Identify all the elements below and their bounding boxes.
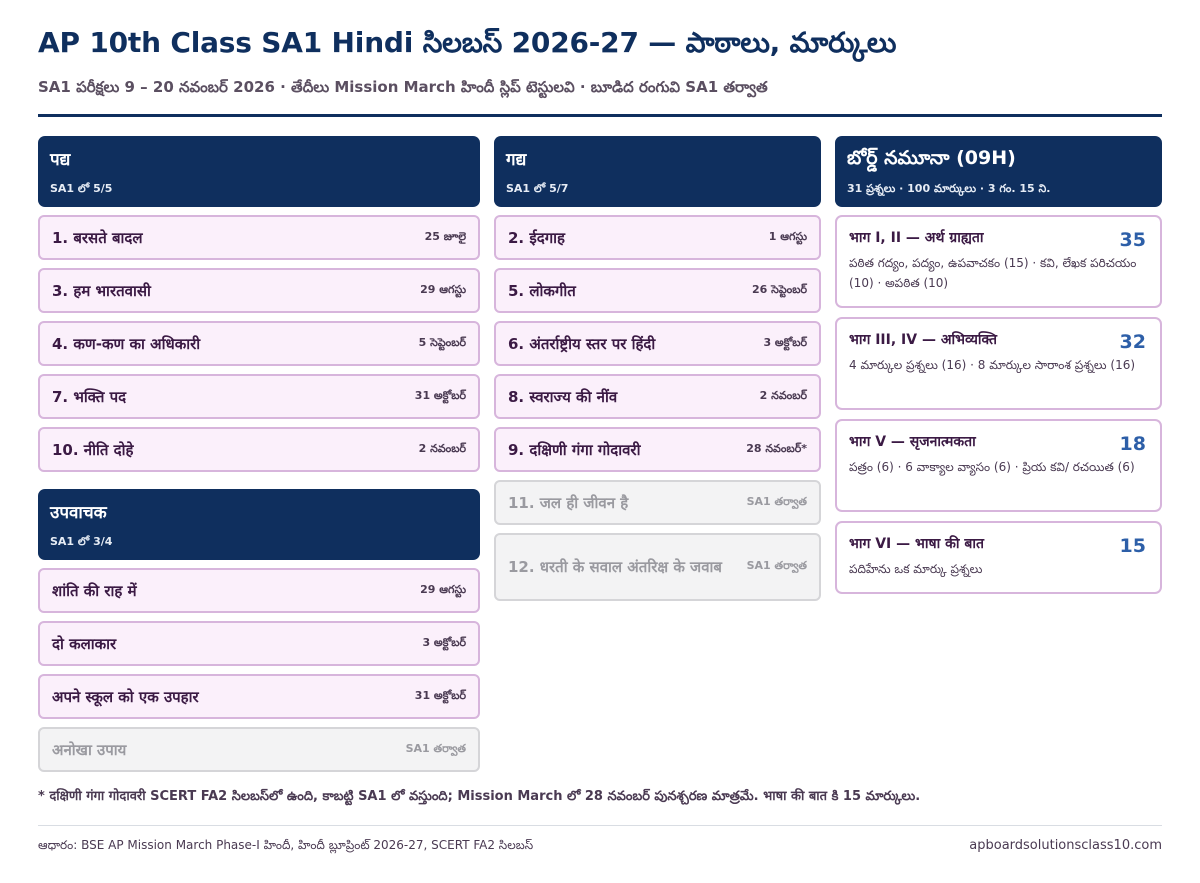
lesson-name: 6. अंतर्राष्ट्रीय स्तर पर हिंदी <box>508 334 656 353</box>
lesson-date: 28 నవంబర్* <box>746 441 807 455</box>
board-part-card <box>835 521 1162 594</box>
lesson-item-after-sa1 <box>494 480 821 525</box>
lesson-item <box>38 427 480 472</box>
lesson-date: SA1 తర్వాత <box>405 741 466 755</box>
lesson-item-after-sa1 <box>38 727 480 772</box>
page-subtitle: SA1 పరీక్షలు 9 – 20 నవంబర్ 2026 · తేదీలు Mission March హిందీ స్లిప్ టెస్టులవి · బూడిద రంగువి SA1 తర్వాత <box>38 78 768 96</box>
lesson-date: 29 ఆగస్టు <box>420 582 466 596</box>
section-title: गद्य <box>506 150 527 170</box>
lesson-item <box>38 621 480 666</box>
lesson-name: अपने स्कूल को एक उपहार <box>52 687 199 706</box>
lesson-name: 9. दक्षिणी गंगा गोदावरी <box>508 440 641 459</box>
section-header-padya <box>38 136 480 207</box>
lesson-date: 29 ఆగస్టు <box>420 282 466 296</box>
page-title: AP 10th Class SA1 Hindi సిలబస్ 2026-27 — పాఠాలు, మార్కులు <box>38 26 897 59</box>
part-marks: 18 <box>1119 433 1146 455</box>
lesson-name: 8. स्वराज्य की नींव <box>508 387 618 406</box>
lesson-name: 12. धरती के सवाल अंतरिक्ष के जवाब <box>508 557 722 576</box>
section-title: पद्य <box>50 150 71 170</box>
part-title: भाग I, II — अर्थ ग्राह्यता <box>849 230 984 246</box>
section-count: SA1 లో 3/4 <box>50 535 113 548</box>
header-divider <box>38 114 1162 117</box>
lesson-date: 3 అక్టోబర్ <box>422 635 466 649</box>
lesson-item <box>494 268 821 313</box>
board-part-card <box>835 419 1162 512</box>
lesson-name: 11. जल ही जीवन है <box>508 493 629 512</box>
lesson-name: 4. कण-कण का अधिकारी <box>52 334 201 353</box>
lesson-name: शांति की राह में <box>52 581 137 600</box>
section-count: SA1 లో 5/7 <box>506 182 569 195</box>
section-title: उपवाचक <box>50 503 107 523</box>
lesson-item <box>494 427 821 472</box>
section-header-gadya <box>494 136 821 207</box>
section-header-upavachak <box>38 489 480 560</box>
lesson-item <box>38 268 480 313</box>
lesson-name: अनोखा उपाय <box>52 740 127 759</box>
part-title: भाग VI — भाषा की बात <box>849 536 984 552</box>
lesson-name: 10. नीति दोहे <box>52 440 134 459</box>
lesson-item <box>38 568 480 613</box>
lesson-date: SA1 తర్వాత <box>746 559 807 572</box>
part-description: పదిహేను ఒక మార్కు ప్రశ్నలు <box>849 562 983 576</box>
lesson-item <box>38 374 480 419</box>
section-count: SA1 లో 5/5 <box>50 182 113 195</box>
column-padya-upavachak <box>38 136 480 780</box>
lesson-item-after-sa1 <box>494 533 821 601</box>
footnote: * दक्षिणी गंगा गोदावरी SCERT FA2 సిలబస్‌లో ఉంది, కాబట్టి SA1 లో వస్తుంది; Mission March లో 28 నవంబర్ పునశ్చరణ మాత్రమే. भाषा की बात కి 15 మార్కులు. <box>38 789 921 804</box>
lesson-item <box>494 374 821 419</box>
part-description: పఠిత గద్యం, పద్యం, ఉపవాచకం (15) · కవి, లేఖక పరిచయం (10) · అపఠిత (10) <box>849 256 1137 290</box>
lesson-date: 2 నవంబర్ <box>759 388 807 402</box>
lesson-date: 5 సెప్టెంబర్ <box>418 335 466 349</box>
lesson-date: 31 అక్టోబర్ <box>414 388 466 402</box>
part-title: भाग III, IV — अभिव्यक्ति <box>849 332 998 348</box>
lesson-item <box>38 321 480 366</box>
lesson-date: SA1 తర్వాత <box>746 494 807 508</box>
lesson-date: 31 అక్టోబర్ <box>414 688 466 702</box>
lesson-name: दो कलाकार <box>52 634 117 653</box>
lesson-item <box>38 215 480 260</box>
lesson-date: 25 జూలై <box>424 229 466 243</box>
section-meta: 31 ప్రశ్నలు · 100 మార్కులు · 3 గం. 15 ని. <box>847 182 1051 195</box>
lesson-name: 7. भक्ति पद <box>52 387 127 406</box>
part-description: పత్రం (6) · 6 వాక్యాల వ్యాసం (6) · ప్రియ కవి/ రచయిత (6) <box>849 460 1135 474</box>
source-credit: ఆధారం: BSE AP Mission March Phase-I హిందీ, హిందీ బ్లూప్రింట్ 2026-27, SCERT FA2 సిలబస్ <box>38 838 534 852</box>
board-part-card <box>835 215 1162 308</box>
lesson-item <box>494 321 821 366</box>
part-marks: 35 <box>1119 229 1146 251</box>
section-title: బోర్డ్ నమూనా (09H) <box>847 147 1016 169</box>
lesson-name: 2. ईदगाह <box>508 228 565 247</box>
lesson-date: 2 నవంబర్ <box>418 441 466 455</box>
lesson-item <box>494 215 821 260</box>
part-title: भाग V — सृजनात्मकता <box>849 434 976 450</box>
part-description: 4 మార్కుల ప్రశ్నలు (16) · 8 మార్కుల సారాంశ ప్రశ్నలు (16) <box>849 358 1136 372</box>
part-marks: 15 <box>1119 535 1146 557</box>
column-gadya <box>494 136 821 609</box>
lesson-item <box>38 674 480 719</box>
lesson-date: 1 ఆగస్టు <box>768 229 807 243</box>
lesson-name: 3. हम भारतवासी <box>52 281 151 300</box>
lesson-name: 1. बरसते बादल <box>52 228 143 247</box>
part-marks: 32 <box>1119 331 1146 353</box>
lesson-date: 26 సెప్టెంబర్ <box>751 282 807 296</box>
section-header-board <box>835 136 1162 207</box>
lesson-name: 5. लोकगीत <box>508 281 576 300</box>
footer-divider <box>38 825 1162 826</box>
lesson-date: 3 అక్టోబర్ <box>763 335 807 349</box>
board-part-card <box>835 317 1162 410</box>
site-link[interactable]: apboardsolutionsclass10.com <box>969 838 1162 853</box>
column-board-pattern <box>835 136 1162 603</box>
